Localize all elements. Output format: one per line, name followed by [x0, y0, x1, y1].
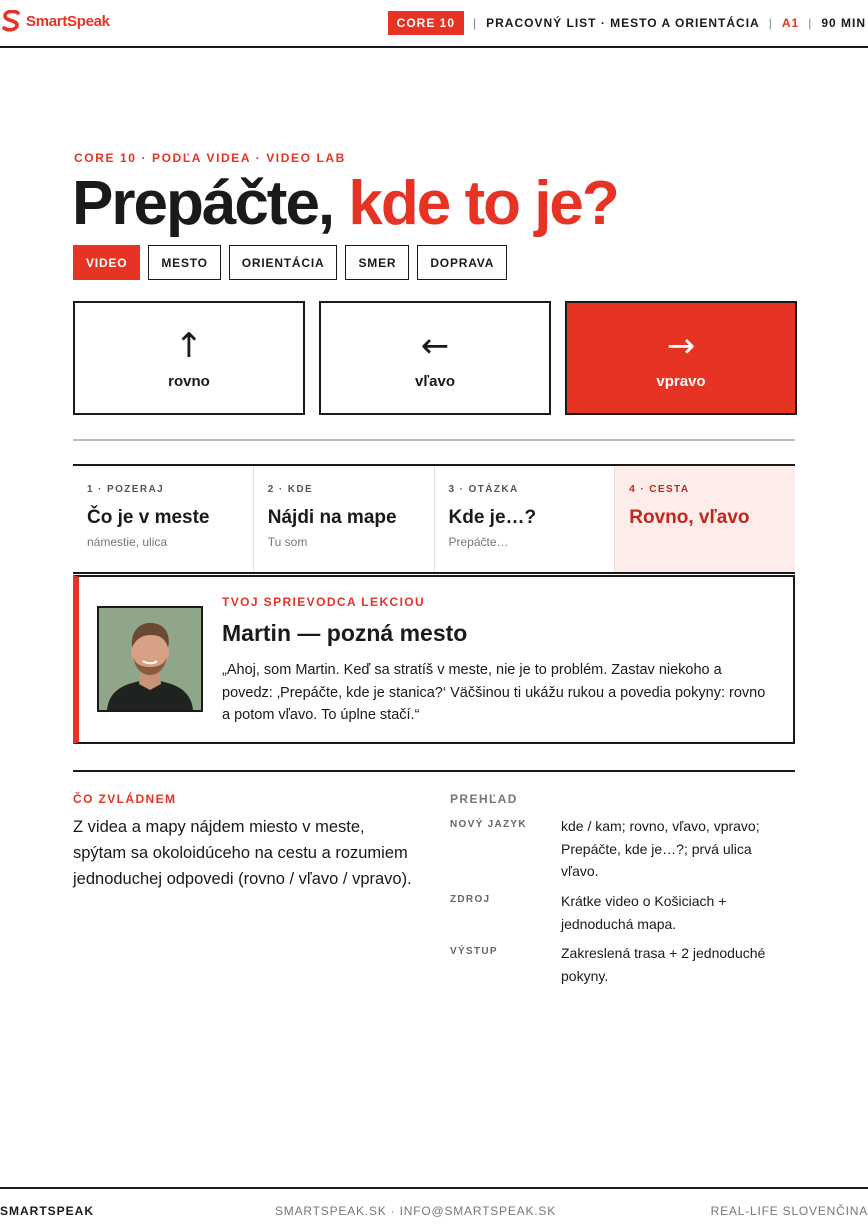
- guide-quote: „Ahoj, som Martin. Keď sa stratíš v meste, nie je to problém. Zastav niekoho a povedz: ‚Prepáčte, kde je stanica?‘ Väčšinou ti ukážu rukou a povedia pokyny: rovno a potom vľavo. To úplne stačí.“: [222, 662, 766, 723]
- step-subtitle: námestie, ulica: [87, 535, 168, 549]
- direction-card-vlavo[interactable]: [319, 301, 551, 415]
- core-badge: CORE 10: [388, 11, 464, 35]
- step-title: Nájdi na mape: [267, 507, 397, 528]
- overview-row: [450, 815, 791, 883]
- step-number: 2 · KDE: [267, 484, 314, 495]
- overview-value: Krátke video o Košiciach + jednoduchá mapa.: [561, 893, 727, 932]
- divider: |: [768, 16, 773, 30]
- overview-kicker: PREHĽAD: [450, 792, 518, 806]
- step-title: Kde je…?: [448, 507, 537, 528]
- tab-mesto[interactable]: MESTO: [148, 245, 220, 280]
- footer-tagline: REAL-LIFE SLOVENČINA: [710, 1204, 868, 1218]
- step-subtitle: Prepáčte…: [448, 535, 509, 549]
- logo-text: SmartSpeak: [26, 12, 110, 30]
- lesson-kicker: CORE 10 · PODĽA VIDEA · VIDEO LAB: [74, 151, 346, 165]
- direction-card-vpravo[interactable]: [565, 301, 797, 415]
- direction-cards: [73, 301, 797, 415]
- direction-label: vľavo: [415, 372, 455, 390]
- can-do-kicker: ČO ZVLÁDNEM: [73, 792, 177, 806]
- topic-tabs: [73, 245, 507, 280]
- overview-value: Zakreslená trasa + 2 jednoduché pokyny.: [561, 945, 766, 984]
- logo-icon: [2, 10, 22, 32]
- step-title: Rovno, vľavo: [629, 507, 750, 528]
- duration-label: 90 MIN: [821, 16, 866, 30]
- step-4[interactable]: [615, 466, 795, 572]
- arrow-right-icon: →: [666, 325, 696, 366]
- title-accent: kde to je?: [348, 169, 618, 238]
- logo[interactable]: [2, 10, 110, 32]
- direction-label: vpravo: [656, 372, 706, 390]
- overview-key: VÝSTUP: [450, 946, 498, 957]
- arrow-up-icon: ↑: [174, 325, 204, 366]
- step-1[interactable]: [73, 466, 254, 572]
- step-title: Čo je v meste: [87, 507, 210, 528]
- lesson-steps: [73, 464, 795, 574]
- divider: [73, 770, 795, 772]
- footer: [0, 1187, 868, 1228]
- guide-kicker: TVOJ SPRIEVODCA LEKCIOU: [222, 595, 426, 609]
- tab-smer[interactable]: SMER: [345, 245, 409, 280]
- divider: |: [473, 16, 478, 30]
- worksheet-label: PRACOVNÝ LIST · MESTO A ORIENTÁCIA: [486, 16, 760, 30]
- tab-doprava[interactable]: DOPRAVA: [417, 245, 507, 280]
- footer-contact[interactable]: SMARTSPEAK.SK · INFO@SMARTSPEAK.SK: [275, 1204, 556, 1218]
- title-main: Prepáčte,: [72, 169, 334, 238]
- overview-row: [450, 890, 791, 935]
- step-subtitle: Tu som: [267, 535, 308, 549]
- arrow-left-icon: ←: [420, 325, 450, 366]
- direction-label: rovno: [168, 372, 210, 390]
- guide-name: Martin — pozná mesto: [222, 620, 468, 646]
- person-photo-icon: [99, 608, 201, 710]
- level-badge: A1: [781, 16, 800, 30]
- overview-key: ZDROJ: [450, 894, 491, 905]
- divider: [73, 439, 795, 441]
- page-title: [72, 168, 618, 239]
- footer-brand: SMARTSPEAK: [0, 1204, 95, 1218]
- tab-orientacia[interactable]: ORIENTÁCIA: [229, 245, 338, 280]
- step-2[interactable]: [254, 466, 435, 572]
- step-number: 1 · POZERAJ: [87, 484, 165, 495]
- direction-card-rovno[interactable]: [73, 301, 305, 415]
- top-bar: [0, 0, 868, 48]
- overview-row: [450, 942, 791, 987]
- can-do-text: Z videa a mapy nájdem miesto v meste, spýtam sa okoloidúceho na cestu a rozumiem jednoduchej odpovedi (rovno / vľavo / vpravo).: [73, 818, 412, 888]
- tab-video[interactable]: VIDEO: [73, 245, 140, 280]
- avatar: [97, 606, 203, 712]
- step-number: 4 · CESTA: [629, 484, 690, 495]
- overview-value: kde / kam; rovno, vľavo, vpravo; Prepáčte, kde je…?; prvá ulica vľavo.: [561, 818, 760, 879]
- guide-card: [73, 575, 795, 744]
- header-meta: [388, 11, 866, 35]
- overview-key: NOVÝ JAZYK: [450, 819, 527, 830]
- step-3[interactable]: [435, 466, 616, 572]
- step-number: 3 · OTÁZKA: [448, 484, 519, 495]
- divider: |: [808, 16, 813, 30]
